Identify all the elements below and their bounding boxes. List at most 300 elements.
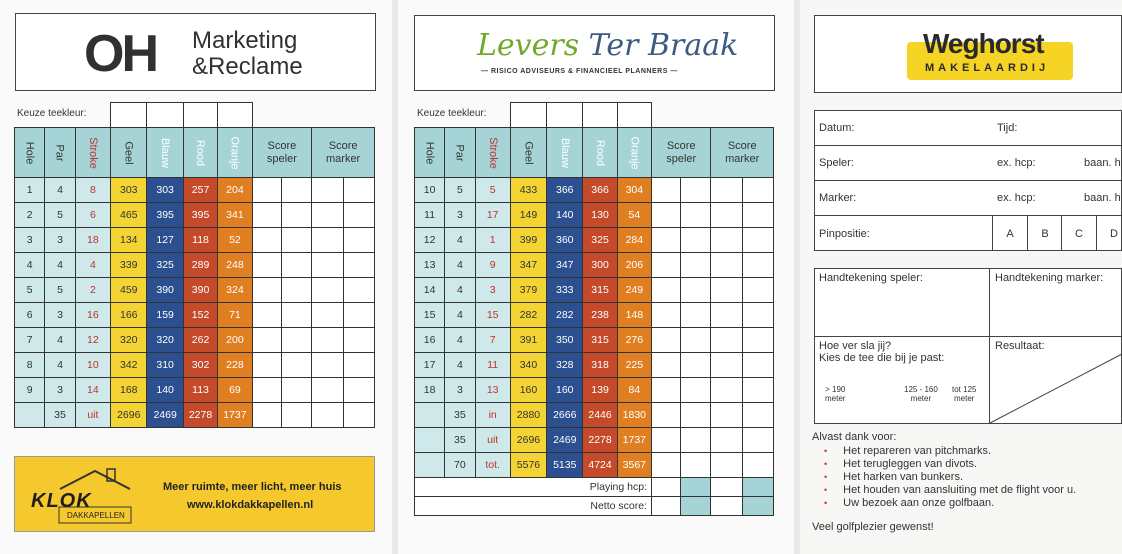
datum-row	[814, 110, 1122, 146]
dist-option-mid: 125 - 160 meter	[904, 385, 938, 403]
speler-label: Speler:	[819, 157, 854, 169]
score-input-cell[interactable]	[651, 303, 680, 328]
score-input-cell[interactable]	[343, 253, 374, 278]
tijd-label: Tijd:	[997, 122, 1018, 134]
cell-geel: 166	[111, 303, 147, 328]
score-input-cell[interactable]	[742, 453, 773, 478]
cell-hole: 15	[415, 303, 445, 328]
dist-option-short: tot 125 meter	[952, 385, 977, 403]
cell-geel: 320	[111, 328, 147, 353]
bullet-icon: •	[824, 472, 828, 482]
cell-blauw: 347	[547, 253, 583, 278]
score-input-cell[interactable]	[651, 178, 680, 203]
cell-blauw: 366	[547, 178, 583, 203]
cell-par: 5	[45, 278, 75, 303]
score-input-cell[interactable]	[681, 278, 711, 303]
netto_score-marker-a[interactable]	[711, 497, 742, 516]
score-input-cell[interactable]	[312, 328, 343, 353]
cell-geel: 340	[510, 353, 546, 378]
col-header-2: Stroke	[475, 128, 510, 178]
score-input-cell[interactable]	[681, 303, 711, 328]
netto-score-label: Netto score:	[415, 497, 652, 516]
cell-stroke: 9	[475, 253, 510, 278]
tee-choice-box[interactable]	[547, 103, 583, 128]
score-marker-header: Score marker	[711, 128, 774, 178]
cell-blauw: 328	[547, 353, 583, 378]
playing_hcp-speler-b[interactable]	[681, 478, 711, 497]
scorecard-table-front	[14, 102, 375, 428]
cell-geel: 149	[510, 203, 546, 228]
cell-oranje: 1737	[617, 428, 651, 453]
score-input-cell[interactable]	[281, 378, 311, 403]
hole-row	[15, 353, 375, 378]
score-input-cell[interactable]	[252, 228, 281, 253]
hole-row	[415, 203, 774, 228]
score-input-cell[interactable]	[742, 203, 773, 228]
score-input-cell[interactable]	[742, 228, 773, 253]
score-input-cell[interactable]	[681, 378, 711, 403]
score-input-cell[interactable]	[281, 253, 311, 278]
cell-stroke: 1	[475, 228, 510, 253]
courtesy-text: Het harken van bunkers.	[843, 471, 964, 483]
score-input-cell[interactable]	[711, 228, 742, 253]
cell-oranje: 341	[218, 203, 252, 228]
pin-letter: D	[1110, 227, 1118, 240]
klok-tagline: Meer ruimte, meer licht, meer huis	[163, 481, 342, 493]
cell-hole: 16	[415, 328, 445, 353]
hole-row	[15, 328, 375, 353]
score-input-cell[interactable]	[312, 353, 343, 378]
cell-oranje: 84	[617, 378, 651, 403]
cell-hole: 4	[15, 253, 45, 278]
score-input-cell[interactable]	[651, 353, 680, 378]
score-input-cell[interactable]	[681, 353, 711, 378]
cell-rood: 366	[583, 178, 617, 203]
cell-par: 4	[445, 353, 475, 378]
cell-rood: 390	[183, 278, 217, 303]
cell-stroke: uit	[75, 403, 110, 428]
cell-oranje: 71	[218, 303, 252, 328]
score-input-cell[interactable]	[343, 378, 374, 403]
score-input-cell[interactable]	[281, 403, 311, 428]
cell-geel: 2696	[510, 428, 546, 453]
courtesy-item	[824, 497, 994, 509]
score-input-cell[interactable]	[711, 453, 742, 478]
col-header-0: Hole	[415, 128, 445, 178]
cell-hole	[415, 453, 445, 478]
bullet-icon: •	[824, 498, 828, 508]
score-input-cell[interactable]	[742, 428, 773, 453]
cell-rood: 289	[183, 253, 217, 278]
cell-stroke: 16	[75, 303, 110, 328]
score-input-cell[interactable]	[681, 428, 711, 453]
pin-letter: C	[1075, 227, 1083, 240]
score-input-cell[interactable]	[252, 403, 281, 428]
klok-sub: DAKKAPELLEN	[67, 511, 125, 520]
score-input-cell[interactable]	[711, 178, 742, 203]
cell-oranje: 249	[617, 278, 651, 303]
cell-hole: 13	[415, 253, 445, 278]
score-input-cell[interactable]	[312, 203, 343, 228]
cell-rood: 4724	[583, 453, 617, 478]
tee-choice-box[interactable]	[111, 103, 147, 128]
cell-par: 4	[45, 253, 75, 278]
score-input-cell[interactable]	[742, 403, 773, 428]
hole-row	[15, 203, 375, 228]
score-input-cell[interactable]	[711, 278, 742, 303]
cell-hole: 18	[415, 378, 445, 403]
tee-choice-box[interactable]	[617, 103, 651, 128]
score-input-cell[interactable]	[281, 178, 311, 203]
cell-geel: 160	[510, 378, 546, 403]
score-input-cell[interactable]	[681, 453, 711, 478]
bullet-icon: •	[824, 446, 828, 456]
cell-rood: 2278	[183, 403, 217, 428]
score-input-cell[interactable]	[281, 278, 311, 303]
cell-par: 4	[445, 328, 475, 353]
tee-choice-box[interactable]	[583, 103, 617, 128]
cell-blauw: 140	[147, 378, 183, 403]
cell-blauw: 2666	[547, 403, 583, 428]
cell-geel: 342	[111, 353, 147, 378]
cell-hole: 17	[415, 353, 445, 378]
cell-blauw: 303	[147, 178, 183, 203]
courtesy-text: Het terugleggen van divots.	[843, 458, 978, 470]
cell-geel: 303	[111, 178, 147, 203]
hoe-ver-label: Hoe ver sla jij?	[819, 340, 892, 352]
score-input-cell[interactable]	[711, 328, 742, 353]
cell-hole	[415, 403, 445, 428]
weghorst-logo-name: Weghorst	[923, 28, 1044, 59]
signature-hline	[814, 336, 1122, 337]
score-input-cell[interactable]	[651, 228, 680, 253]
score-input-cell[interactable]	[711, 303, 742, 328]
tee-choice-box[interactable]	[147, 103, 183, 128]
playing_hcp-marker-b[interactable]	[742, 478, 773, 497]
cell-par: 4	[45, 178, 75, 203]
cell-blauw: 360	[547, 228, 583, 253]
score-speler-header: Score speler	[252, 128, 312, 178]
speler-hcp-label: ex. hcp:	[997, 157, 1036, 169]
oh-logo-mark: OH	[84, 25, 156, 83]
score-input-cell[interactable]	[681, 178, 711, 203]
score-input-cell[interactable]	[312, 253, 343, 278]
cell-geel: 347	[510, 253, 546, 278]
score-input-cell[interactable]	[651, 403, 680, 428]
score-input-cell[interactable]	[651, 453, 680, 478]
hole-row	[15, 278, 375, 303]
keuze-teekleur-label: Keuze teekleur:	[417, 108, 487, 119]
pin-box-c[interactable]	[1061, 216, 1096, 251]
klok-website: www.klokdakkapellen.nl	[187, 499, 314, 511]
cell-oranje: 304	[617, 178, 651, 203]
score-input-cell[interactable]	[252, 328, 281, 353]
cell-geel: 433	[510, 178, 546, 203]
cell-stroke: 17	[475, 203, 510, 228]
score-input-cell[interactable]	[343, 403, 374, 428]
score-input-cell[interactable]	[312, 228, 343, 253]
score-input-cell[interactable]	[343, 353, 374, 378]
cell-stroke: 12	[75, 328, 110, 353]
cell-blauw: 350	[547, 328, 583, 353]
netto_score-speler-b[interactable]	[681, 497, 711, 516]
cell-stroke: 3	[475, 278, 510, 303]
col-header-1: Par	[45, 128, 75, 178]
speler-row	[814, 146, 1122, 181]
score-input-cell[interactable]	[742, 353, 773, 378]
cell-stroke: 14	[75, 378, 110, 403]
cell-oranje: 69	[218, 378, 252, 403]
tee-choice-box[interactable]	[510, 103, 546, 128]
cell-geel: 168	[111, 378, 147, 403]
cell-blauw: 160	[547, 378, 583, 403]
cell-par: 3	[45, 303, 75, 328]
cell-oranje: 206	[617, 253, 651, 278]
score-input-cell[interactable]	[651, 203, 680, 228]
cell-hole: 10	[415, 178, 445, 203]
tee-choice-box[interactable]	[183, 103, 217, 128]
cell-par: 3	[45, 228, 75, 253]
score-input-cell[interactable]	[343, 303, 374, 328]
cell-stroke: 7	[475, 328, 510, 353]
cell-stroke: in	[475, 403, 510, 428]
score-input-cell[interactable]	[681, 328, 711, 353]
col-header-5: Rood	[583, 128, 617, 178]
col-header-3: Geel	[111, 128, 147, 178]
cell-oranje: 324	[218, 278, 252, 303]
score-input-cell[interactable]	[281, 228, 311, 253]
hole-row	[415, 303, 774, 328]
cell-hole: 7	[15, 328, 45, 353]
cell-hole: 1	[15, 178, 45, 203]
resultaat-diagonal	[990, 350, 1122, 424]
cell-geel: 2696	[111, 403, 147, 428]
cell-par: 4	[45, 328, 75, 353]
cell-stroke: uit	[475, 428, 510, 453]
cell-par: 5	[45, 203, 75, 228]
sponsor-logo-weghorst	[814, 15, 1122, 93]
cell-stroke: 10	[75, 353, 110, 378]
score-input-cell[interactable]	[312, 378, 343, 403]
cell-geel: 2880	[510, 403, 546, 428]
cell-blauw: 320	[147, 328, 183, 353]
cell-geel: 282	[510, 303, 546, 328]
score-input-cell[interactable]	[252, 378, 281, 403]
hole-row	[415, 253, 774, 278]
score-input-cell[interactable]	[711, 253, 742, 278]
score-marker-header: Score marker	[312, 128, 375, 178]
score-input-cell[interactable]	[681, 403, 711, 428]
score-input-cell[interactable]	[681, 228, 711, 253]
cell-rood: 2278	[583, 428, 617, 453]
cell-geel: 5576	[510, 453, 546, 478]
courtesy-text: Uw bezoek aan onze golfbaan.	[843, 497, 995, 509]
cell-blauw: 140	[547, 203, 583, 228]
pin-box-b[interactable]	[1027, 216, 1062, 251]
score-input-cell[interactable]	[343, 328, 374, 353]
score-input-cell[interactable]	[742, 278, 773, 303]
cell-rood: 113	[183, 378, 217, 403]
cell-par: 3	[445, 378, 475, 403]
cell-stroke: 18	[75, 228, 110, 253]
score-input-cell[interactable]	[281, 328, 311, 353]
score-input-cell[interactable]	[252, 253, 281, 278]
playing-hcp-label: Playing hcp:	[415, 478, 652, 497]
pin-box-d[interactable]	[1096, 216, 1122, 251]
score-input-cell[interactable]	[742, 178, 773, 203]
cell-hole	[15, 403, 45, 428]
cell-blauw: 282	[547, 303, 583, 328]
score-input-cell[interactable]	[711, 353, 742, 378]
cell-par: 3	[45, 378, 75, 403]
col-header-4: Blauw	[147, 128, 183, 178]
cell-hole: 9	[15, 378, 45, 403]
cell-stroke: 11	[475, 353, 510, 378]
cell-blauw: 159	[147, 303, 183, 328]
col-header-1: Par	[445, 128, 475, 178]
pin-letter: A	[1006, 227, 1014, 240]
pin-box-a[interactable]	[992, 216, 1027, 251]
oh-logo-text: Marketing &Reclame	[192, 27, 303, 80]
courtesy-text: Het repareren van pitchmarks.	[843, 445, 992, 457]
netto_score-marker-b[interactable]	[742, 497, 773, 516]
cell-hole	[415, 428, 445, 453]
score-input-cell[interactable]	[252, 303, 281, 328]
cell-rood: 238	[583, 303, 617, 328]
score-input-cell[interactable]	[742, 253, 773, 278]
score-input-cell[interactable]	[252, 203, 281, 228]
sponsor-logo-oh-marketing	[15, 13, 376, 91]
score-input-cell[interactable]	[742, 328, 773, 353]
cell-oranje: 276	[617, 328, 651, 353]
courtesy-item	[824, 458, 977, 470]
cell-blauw: 325	[147, 253, 183, 278]
cell-oranje: 1737	[218, 403, 252, 428]
kies-tee-label: Kies de tee die bij je past:	[819, 352, 945, 364]
cell-stroke: 5	[475, 178, 510, 203]
datum-label: Datum:	[819, 122, 855, 134]
keuze-spacer	[415, 103, 511, 128]
col-header-6: Oranje	[617, 128, 651, 178]
cell-par: 35	[445, 428, 475, 453]
cell-par: 3	[445, 203, 475, 228]
score-input-cell[interactable]	[343, 178, 374, 203]
score-input-cell[interactable]	[651, 253, 680, 278]
hole-row	[415, 428, 774, 453]
marker-label: Marker:	[819, 192, 857, 204]
score-input-cell[interactable]	[742, 303, 773, 328]
score-input-cell[interactable]	[651, 428, 680, 453]
playing_hcp-speler-a[interactable]	[651, 478, 680, 497]
closing-text: Veel golfplezier gewenst!	[812, 521, 934, 533]
cell-rood: 325	[583, 228, 617, 253]
score-input-cell[interactable]	[312, 178, 343, 203]
score-input-cell[interactable]	[281, 303, 311, 328]
marker-row	[814, 181, 1122, 216]
score-input-cell[interactable]	[343, 203, 374, 228]
cell-blauw: 2469	[547, 428, 583, 453]
cell-rood: 2446	[583, 403, 617, 428]
cell-stroke: tot.	[475, 453, 510, 478]
score-input-cell[interactable]	[343, 228, 374, 253]
hole-row	[15, 228, 375, 253]
hole-row	[415, 328, 774, 353]
col-header-5: Rood	[183, 128, 217, 178]
score-input-cell[interactable]	[681, 203, 711, 228]
score-input-cell[interactable]	[681, 253, 711, 278]
hole-row	[15, 178, 375, 203]
score-input-cell[interactable]	[312, 278, 343, 303]
cell-blauw: 127	[147, 228, 183, 253]
hole-row	[15, 403, 375, 428]
score-input-cell[interactable]	[343, 278, 374, 303]
alvast-label: Alvast dank voor:	[812, 431, 897, 443]
cell-geel: 134	[111, 228, 147, 253]
cell-geel: 465	[111, 203, 147, 228]
cell-par: 5	[445, 178, 475, 203]
score-input-cell[interactable]	[651, 328, 680, 353]
cell-oranje: 200	[218, 328, 252, 353]
score-input-cell[interactable]	[651, 278, 680, 303]
cell-stroke: 4	[75, 253, 110, 278]
cell-geel: 391	[510, 328, 546, 353]
score-input-cell[interactable]	[252, 178, 281, 203]
score-input-cell[interactable]	[252, 278, 281, 303]
courtesy-item	[824, 445, 991, 457]
hole-row	[15, 303, 375, 328]
score-input-cell[interactable]	[711, 403, 742, 428]
score-input-cell[interactable]	[711, 378, 742, 403]
cell-oranje: 248	[218, 253, 252, 278]
hole-row	[415, 453, 774, 478]
cell-hole: 12	[415, 228, 445, 253]
speler-baan-label: baan. h	[1084, 157, 1121, 169]
score-input-cell[interactable]	[711, 428, 742, 453]
score-input-cell[interactable]	[711, 203, 742, 228]
score-input-cell[interactable]	[312, 303, 343, 328]
cell-par: 35	[45, 403, 75, 428]
score-input-cell[interactable]	[281, 203, 311, 228]
cell-hole: 2	[15, 203, 45, 228]
score-input-cell[interactable]	[742, 378, 773, 403]
cell-oranje: 54	[617, 203, 651, 228]
cell-rood: 315	[583, 278, 617, 303]
cell-blauw: 2469	[147, 403, 183, 428]
cell-par: 35	[445, 403, 475, 428]
score-input-cell[interactable]	[281, 353, 311, 378]
playing_hcp-marker-a[interactable]	[711, 478, 742, 497]
hole-row	[415, 353, 774, 378]
resultaat-label: Resultaat:	[995, 340, 1045, 352]
score-input-cell[interactable]	[252, 353, 281, 378]
score-input-cell[interactable]	[312, 403, 343, 428]
courtesy-item	[824, 484, 1076, 496]
bullet-icon: •	[824, 459, 828, 469]
cell-par: 4	[445, 253, 475, 278]
cell-hole: 5	[15, 278, 45, 303]
cell-oranje: 148	[617, 303, 651, 328]
cell-hole: 11	[415, 203, 445, 228]
netto_score-speler-a[interactable]	[651, 497, 680, 516]
col-header-2: Stroke	[75, 128, 110, 178]
cell-blauw: 5135	[547, 453, 583, 478]
bullet-icon: •	[824, 485, 828, 495]
score-input-cell[interactable]	[651, 378, 680, 403]
hole-row	[15, 378, 375, 403]
cell-par: 4	[445, 303, 475, 328]
tee-choice-box[interactable]	[218, 103, 252, 128]
cell-oranje: 228	[218, 353, 252, 378]
